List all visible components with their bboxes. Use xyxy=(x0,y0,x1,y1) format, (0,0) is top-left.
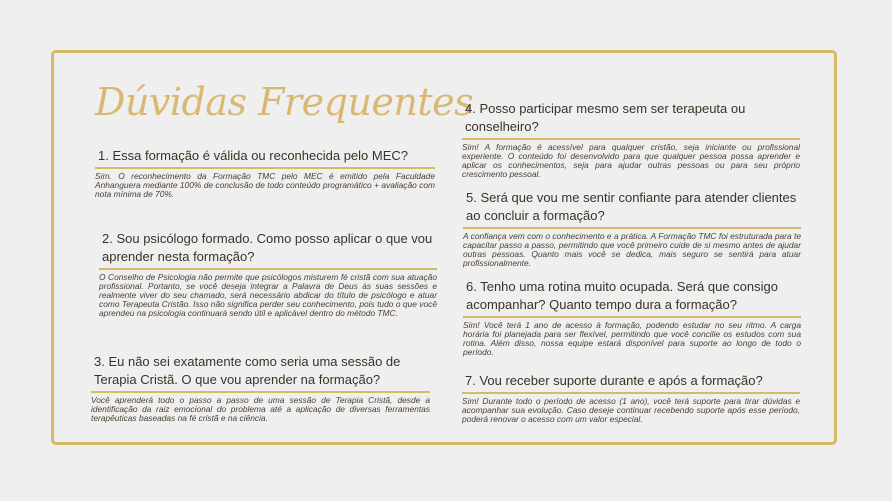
faq-question: 5. Será que vou me sentir confiante para atender clientes ao concluir a formação? xyxy=(463,189,801,229)
faq-question: 2. Sou psicólogo formado. Como posso aplicar o que vou aprender nesta formação? xyxy=(99,230,437,270)
faq-question: 7. Vou receber suporte durante e após a formação? xyxy=(462,372,800,394)
faq-item-4 xyxy=(462,100,800,179)
faq-item-7 xyxy=(462,372,800,424)
faq-item-1 xyxy=(95,147,435,199)
faq-item-3 xyxy=(91,353,430,423)
faq-answer: O Conselho de Psicologia não permite que psicólogos misturem fé cristã com sua atuação profissional. Portanto, se você deseja integrar a Palavra de Deus às suas sessões e realmente viver do seu chamado, será necessário abdicar do título de psicólogo e atuar como Terapeuta Cristão. Isso não significa perder seu conhecimento, pois tudo o que você aprendeu na psicologia continuará sendo útil e aplicável dentro do método TMC. xyxy=(99,272,437,318)
page-title: Dúvidas Frequentes xyxy=(95,80,474,124)
faq-item-5 xyxy=(463,189,801,268)
faq-question: 4. Posso participar mesmo sem ser terapeuta ou conselheiro? xyxy=(462,100,800,140)
faq-answer: Você aprenderá todo o passo a passo de uma sessão de Terapia Cristã, desde a identificação da raiz emocional do problema até a aplicação de diversas ferramentas terapêuticas baseadas na fé cristã e na ciência. xyxy=(91,395,430,423)
faq-answer: Sim. O reconhecimento da Formação TMC pelo MEC é emitido pela Faculdade Anhanguera mediante 100% de conclusão de todo conteúdo programático + avaliação com nota mínima de 70%. xyxy=(95,171,435,199)
faq-answer: Sim! Você terá 1 ano de acesso à formação, podendo estudar no seu ritmo. A carga horária foi planejada para ser flexível, permitindo que você concilie os estudos com sua rotina. Além disso, nossa equipe estará disponível para suporte ao longo de todo o período. xyxy=(463,320,801,357)
faq-answer: Sim! Durante todo o período de acesso (1 ano), você terá suporte para tirar dúvidas e acompanhar sua evolução. Caso deseje continuar recebendo suporte após esse período, poderá renovar o acesso com um valor especial. xyxy=(462,396,800,424)
faq-answer: Sim! A formação é acessível para qualquer cristão, seja iniciante ou profissional experiente. O conteúdo foi desenvolvido para que qualquer pessoa possa aprender e aplicar os conhecimentos, seja para ajudar outras pessoas ou para seu próprio crescimento pessoal. xyxy=(462,142,800,179)
faq-answer: A confiança vem com o conhecimento e a prática. A Formação TMC foi estruturada para te capacitar passo a passo, permitindo que você primeiro cuide de si mesmo antes de ajudar outras pessoas. Quanto mais você se dedica, mais seguro se sentirá para atuar profissionalmente. xyxy=(463,231,801,268)
faq-question: 6. Tenho uma rotina muito ocupada. Será que consigo acompanhar? Quanto tempo dura a formação? xyxy=(463,278,801,318)
faq-question: 1. Essa formação é válida ou reconhecida pelo MEC? xyxy=(95,147,435,169)
faq-item-6 xyxy=(463,278,801,357)
faq-question: 3. Eu não sei exatamente como seria uma sessão de Terapia Cristã. O que vou aprender na formação? xyxy=(91,353,430,393)
faq-item-2 xyxy=(99,230,437,318)
